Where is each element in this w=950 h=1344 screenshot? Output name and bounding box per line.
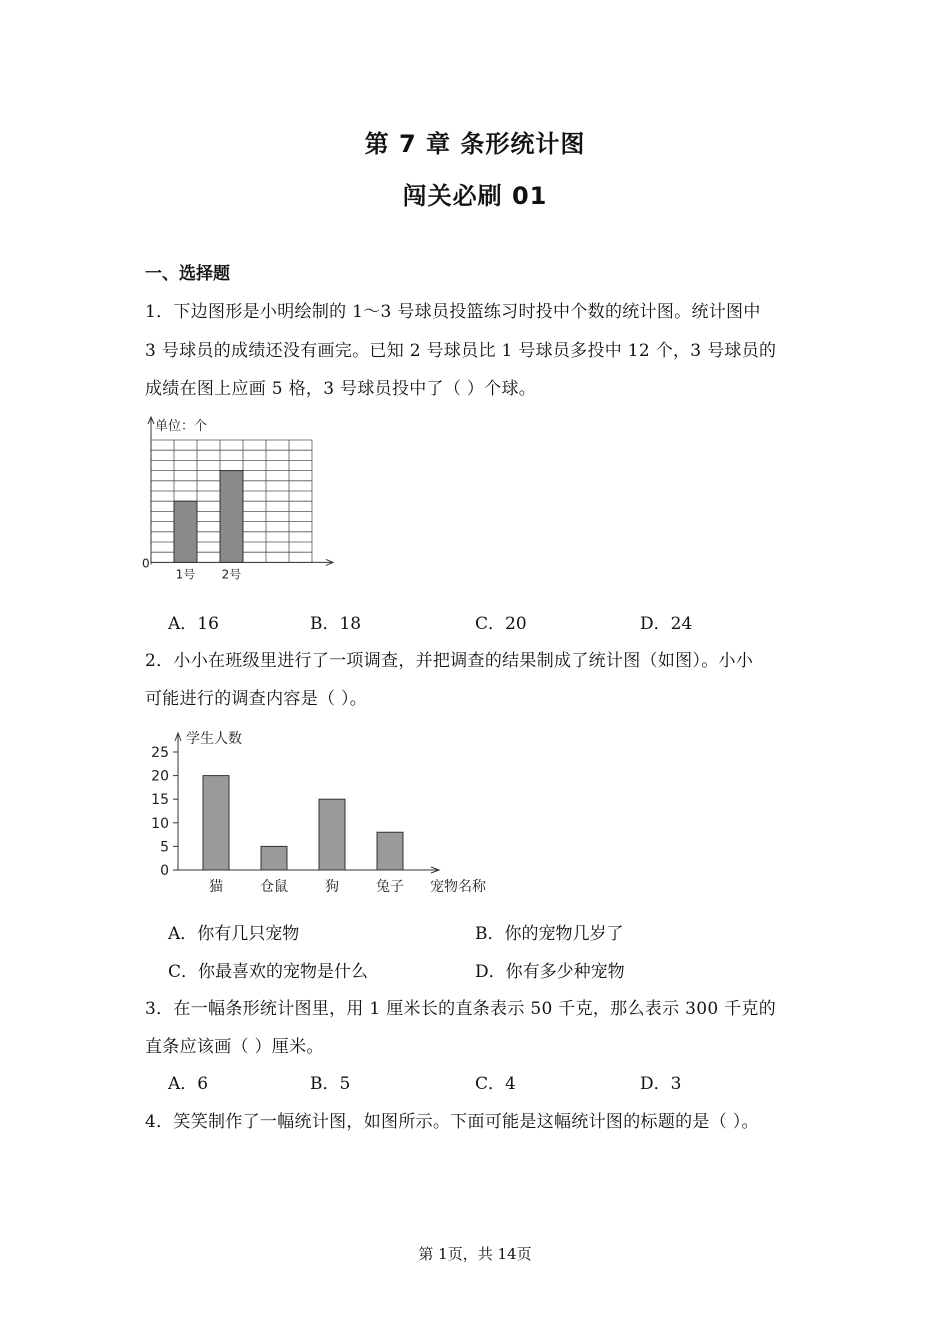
bar [220, 471, 243, 563]
q1-bar-chart [138, 412, 338, 592]
y-axis-label: 单位：个 [155, 419, 208, 434]
y-tick-label: 5 [160, 839, 169, 856]
chapter-title: 第 7 章 条形统计图 [364, 130, 586, 158]
q1-option-d: D．24 [640, 614, 693, 634]
q2-line-2: 可能进行的调查内容是（ ）。 [145, 689, 368, 709]
category-label: 猫 [209, 879, 223, 895]
x-axis-label: 宠物名称 [430, 879, 486, 895]
bar [174, 501, 197, 562]
q1-line-2: 3 号球员的成绩还没有画完。已知 2 号球员比 1 号球员多投中 12 个，3 号球员的 [145, 341, 777, 361]
q2-option-c: C．你最喜欢的宠物是什么 [168, 962, 369, 982]
q2-option-d: D．你有多少种宠物 [475, 962, 625, 982]
y-tick-label: 25 [151, 745, 169, 761]
q3-option-b: B．5 [310, 1074, 351, 1094]
q2-line-1: 2．小小在班级里进行了一项调查，并把调查的结果制成了统计图（如图）。小小 [145, 651, 754, 671]
q3-line-2: 直条应该画（ ）厘米。 [145, 1037, 324, 1057]
category-label: 兔子 [376, 879, 404, 895]
y-tick-label: 10 [151, 815, 169, 832]
section-heading: 一、选择题 [145, 264, 230, 284]
q1-option-b: B．18 [310, 614, 362, 634]
y-tick-label: 20 [151, 768, 169, 785]
y-tick-label: 0 [160, 863, 169, 879]
q1-line-1: 1．下边图形是小明绘制的 1～3 号球员投篮练习时投中个数的统计图。统计图中 [145, 302, 761, 322]
q3-option-c: C．4 [475, 1074, 516, 1094]
bar [203, 776, 229, 870]
bar [319, 799, 345, 870]
q1-option-a: A．16 [168, 614, 219, 634]
q2-option-a: A．你有几只宠物 [168, 924, 300, 944]
y-axis-label: 学生人数 [186, 731, 242, 747]
q3-option-d: D．3 [640, 1074, 682, 1094]
q1-option-c: C．20 [475, 614, 527, 634]
y-tick-label: 15 [151, 792, 169, 809]
bar [261, 846, 287, 870]
page-subtitle: 闯关必刷 01 [402, 182, 548, 210]
origin-label: 0 [142, 556, 150, 571]
category-label: 狗 [325, 879, 339, 895]
q1-line-3: 成绩在图上应画 5 格，3 号球员投中了（ ）个球。 [145, 379, 537, 399]
category-label: 2号 [221, 567, 242, 582]
q4-line-1: 4．笑笑制作了一幅统计图，如图所示。下面可能是这幅统计图的标题的是（ ）。 [145, 1112, 759, 1132]
q3-line-1: 3．在一幅条形统计图里，用 1 厘米长的直条表示 50 千克，那么表示 300 千克的 [145, 999, 777, 1019]
q3-option-a: A．6 [168, 1074, 209, 1094]
bar [377, 832, 403, 870]
category-label: 仓鼠 [260, 879, 288, 895]
q2-option-b: B．你的宠物几岁了 [475, 924, 624, 944]
page-footer: 第 1页，共 14页 [418, 1245, 532, 1263]
category-label: 1号 [175, 567, 196, 582]
q2-bar-chart [140, 722, 510, 902]
